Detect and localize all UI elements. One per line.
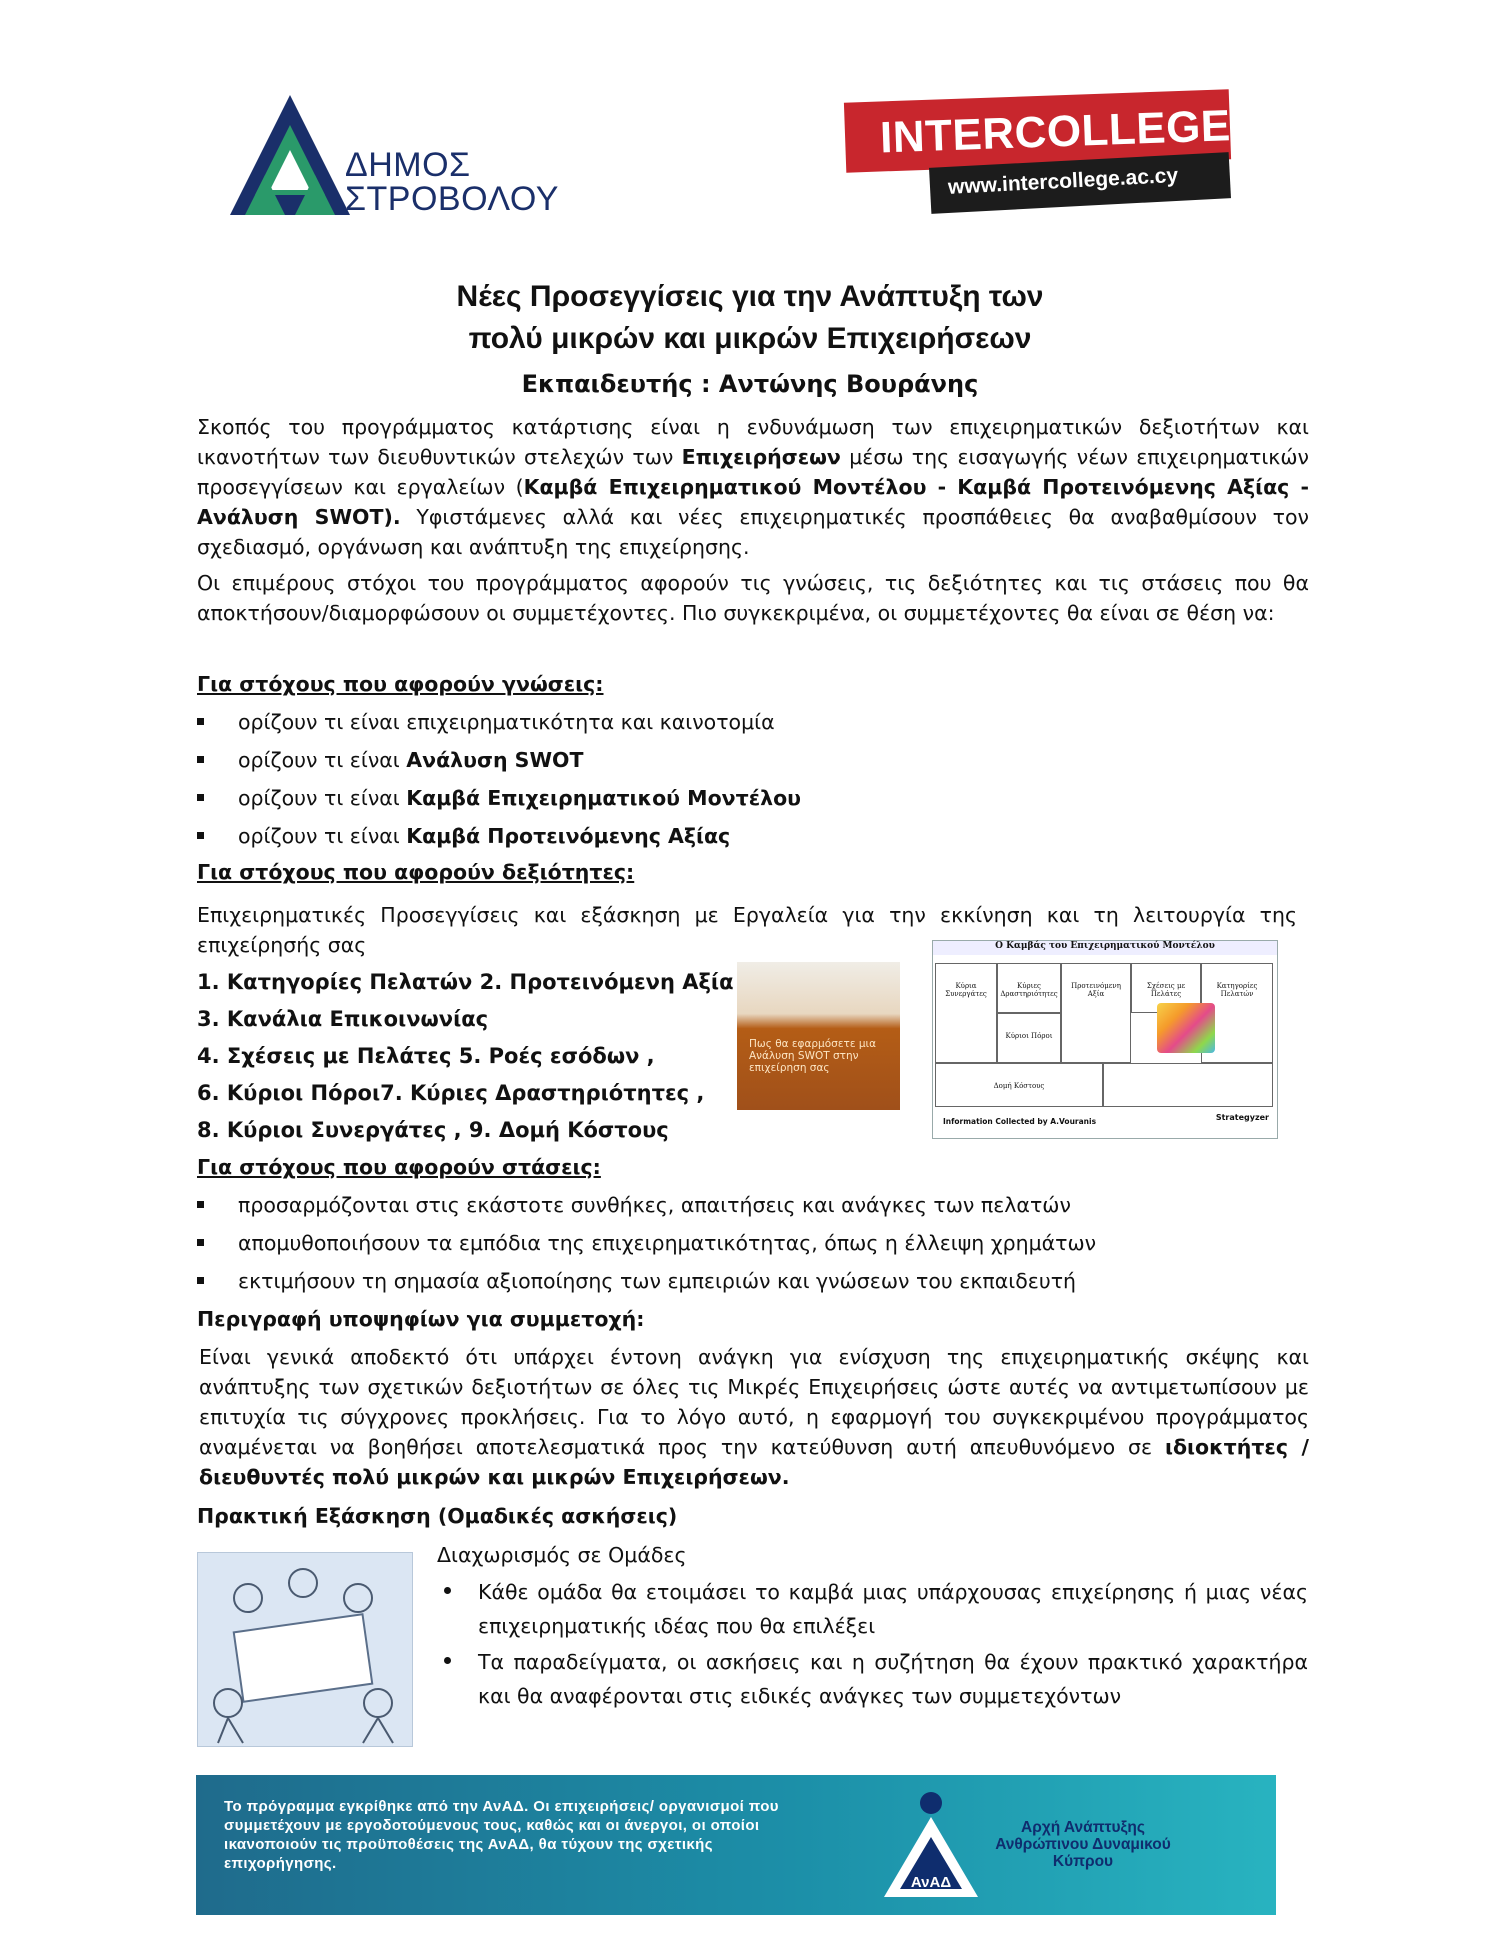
- candidates-text: Είναι γενικά αποδεκτό ότι υπάρχει έντονη ανάγκη για ενίσχυση της επιχειρηματικής σκέψης και ανάπτυξης των σχετικών δεξιοτήτων σε όλες τις Μικρές Επιχειρήσεις ώστε αυτές να αντιμετωπίσουν με επιτυχία τις σύγχρονες προκλήσεις. Για το λόγο αυτό, η εφαρμογή του συγκεκριμένου προγράμματος αναμένεται να βοηθήσει αποτελεσματικά προς την κατεύθυνση αυτή απευθυνόμενο σε: [199, 1345, 1309, 1459]
- attitudes-heading: Για στόχους που αφορούν στάσεις:: [197, 1155, 601, 1179]
- title-line1: Νέες Προσεγγίσεις για την Ανάπτυξη των: [456, 280, 1044, 313]
- knowledge-item: [197, 745, 583, 775]
- intercollege-url: www.intercollege.ac.cy: [947, 163, 1179, 199]
- square-bullet-icon: [197, 1201, 204, 1208]
- practice-item-text: Τα παραδείγματα, οι ασκήσεις και η συζήτηση θα έχουν πρακτικό χαρακτήρα και θα αναφέρονται στις ειδικές ανάγκες των συμμετεχόντων: [478, 1650, 1308, 1708]
- anad-logo-icon: [876, 1789, 986, 1909]
- intro-paragraph-2: Οι επιμέρους στόχοι του προγράμματος αφορούν τις γνώσεις, τις δεξιότητες και τις στάσεις που θα αποκτήσουν/διαμορφώσουν οι συμμετέχοντες. Πιο συγκεκριμένα, οι συμμετέχοντες θα είναι σε θέση να:: [197, 571, 1309, 625]
- skills-line: 4. Σχέσεις με Πελάτες 5. Ροές εσόδων ,: [197, 1044, 655, 1068]
- canvas-cell: Κύρια Συνεργάτες: [935, 963, 997, 1063]
- attitude-item-text: εκτιμήσουν τη σημασία αξιοποίησης των εμπειριών και γνώσεων του εκπαιδευτή: [238, 1269, 1077, 1293]
- canvas-cell: Σχέσεις με Πελάτες: [1131, 963, 1201, 1013]
- skills-intro: Επιχειρηματικές Προσεγγίσεις και εξάσκηση με Εργαλεία για την εκκίνηση και τη λειτουργία της επιχείρησής σας: [197, 903, 1297, 957]
- skills-line: 8. Κύριοι Συνεργάτες , 9. Δομή Κόστους: [197, 1118, 669, 1142]
- swot-book-cover-image: [737, 962, 900, 1110]
- intercollege-name: INTERCOLLEGE: [879, 101, 1232, 163]
- canvas-cell: [1103, 1063, 1273, 1107]
- intro-p1-d: Καμβά Επιχειρηματικού Μοντέλου - Καμβά Προτεινόμενης Αξίας - Ανάλυση SWOT).: [197, 475, 1309, 529]
- knowledge-item-text: ορίζουν τι είναι: [238, 824, 407, 848]
- canvas-cell: Κύριοι Πόροι: [997, 1013, 1061, 1063]
- practice-heading: Πρακτική Εξάσκηση (Ομαδικές ασκήσεις): [197, 1504, 678, 1528]
- canvas-footer: Information Collected by A.Vouranis: [943, 1117, 1097, 1126]
- knowledge-item: [197, 821, 730, 851]
- footer-text: Το πρόγραμμα εγκρίθηκε από την ΑνΑΔ. Οι επιχειρήσεις/ οργανισμοί που συμμετέχουν με εργοδοτούμενους τους, καθώς και οι άνεργοι, οι οποίοι ικανοποιούν τις προϋποθέσεις της ΑνΑΔ, θα τύχουν της σχετικής επιχορήγησης.: [224, 1798, 779, 1872]
- intro-p1-c: μέσω της εισαγωγής νέων επιχειρηματικών προσεγγίσεων και εργαλείων (: [197, 445, 1309, 499]
- dimos-line2: ΣΤΡΟΒΟΛΟΥ: [345, 180, 559, 218]
- knowledge-item-text: ορίζουν τι είναι: [238, 786, 407, 810]
- canvas-cell: Κατηγορίες Πελατών: [1201, 963, 1273, 1063]
- knowledge-item-bold: Ανάλυση SWOT: [406, 748, 584, 772]
- canvas-cell: Κύριες Δραστηριότητες: [997, 963, 1061, 1013]
- knowledge-item-text: ορίζουν τι είναι: [238, 748, 407, 772]
- attitude-item-text: προσαρμόζονται στις εκάστοτε συνθήκες, απαιτήσεις και ανάγκες των πελατών: [238, 1193, 1071, 1217]
- square-bullet-icon: [197, 794, 204, 801]
- round-bullet-icon: [444, 1587, 451, 1594]
- skills-line: 1. Κατηγορίες Πελατών 2. Προτεινόμενη Αξία: [197, 970, 734, 994]
- practice-item-text: Κάθε ομάδα θα ετοιμάσει το καμβά μιας υπάρχουσας επιχείρησης ή μιας νέας επιχειρηματικής ιδέας που θα επιλέξει: [478, 1580, 1308, 1638]
- knowledge-item-text: ορίζουν τι είναι επιχειρηματικότητα και καινοτομία: [238, 710, 775, 734]
- dimos-triangle-icon: [225, 90, 355, 225]
- skills-line: 6. Κύριοι Πόροι7. Κύριες Δραστηριότητες ,: [197, 1081, 705, 1105]
- trainer-name: Εκπαιδευτής : Αντώνης Βουράνης: [521, 370, 979, 398]
- attitude-item: [197, 1190, 1071, 1220]
- canvas-brand: Strategyzer: [1215, 1113, 1269, 1122]
- skills-heading: Για στόχους που αφορούν δεξιότητες:: [197, 860, 635, 884]
- candidates-paragraph: [199, 1342, 1309, 1492]
- attitude-item: [197, 1228, 1096, 1258]
- knowledge-item-bold: Καμβά Επιχειρηματικού Μοντέλου: [406, 786, 802, 810]
- team-workshop-image: [197, 1552, 413, 1747]
- intro-p1-b: Επιχειρήσεων: [681, 445, 841, 469]
- knowledge-item-bold: Καμβά Προτεινόμενης Αξίας: [406, 824, 731, 848]
- book-title: Πως θα εφαρμόσετε μια Ανάλυση SWOT στην επιχείρηση σας: [749, 1038, 876, 1074]
- team-sketch-icon: [198, 1553, 412, 1746]
- dimos-line1: ΔΗΜΟΣ: [345, 146, 471, 184]
- anad-name: Αρχή Ανάπτυξης Ανθρώπινου Δυναμικού Κύπρου: [995, 1819, 1171, 1870]
- square-bullet-icon: [197, 1239, 204, 1246]
- sticky-notes-cube-icon: [1157, 1003, 1215, 1053]
- square-bullet-icon: [197, 1277, 204, 1284]
- canvas-cell: Δομή Κόστους: [935, 1063, 1103, 1107]
- dimos-strovolou-logo: [225, 90, 565, 230]
- practice-item: [478, 1575, 1308, 1643]
- intro-paragraph-1: [197, 412, 1309, 562]
- title-line2: πολύ μικρών και μικρών Επιχειρήσεων: [468, 322, 1032, 355]
- square-bullet-icon: [197, 718, 204, 725]
- anad-abbr: ΑνΑΔ: [910, 1874, 952, 1891]
- footer-banner: [196, 1775, 1276, 1915]
- candidates-text-bold: ιδιοκτήτες /διευθυντές πολύ μικρών και μικρών Επιχειρήσεων.: [199, 1435, 1309, 1489]
- square-bullet-icon: [197, 832, 204, 839]
- intercollege-logo: [845, 88, 1230, 206]
- round-bullet-icon: [444, 1657, 451, 1664]
- skills-line: 3. Κανάλια Επικοινωνίας: [197, 1007, 489, 1031]
- practice-item: [478, 1645, 1308, 1713]
- knowledge-item: [197, 783, 801, 813]
- intro-p1-a: Σκοπός του προγράμματος κατάρτισης είναι η ενδυνάμωση των επιχειρηματικών δεξιοτήτων και ικανοτήτων των διευθυντικών στελεχών των: [197, 415, 1309, 469]
- attitude-item: [197, 1266, 1076, 1296]
- canvas-header: Ο Καμβάς του Επιχειρηματικού Μοντέλου: [933, 941, 1277, 955]
- practice-subheading: Διαχωρισμός σε Ομάδες: [437, 1543, 687, 1567]
- canvas-cell: Προτεινόμενη Αξία: [1061, 963, 1131, 1063]
- attitude-item-text: απομυθοποιήσουν τα εμπόδια της επιχειρηματικότητας, όπως η έλλειψη χρημάτων: [238, 1231, 1097, 1255]
- candidates-heading: Περιγραφή υποψηφίων για συμμετοχή:: [197, 1307, 645, 1331]
- intro-p1-e: Υφιστάμενες αλλά και νέες επιχειρηματικές προσπάθειες θα αναβαθμίσουν τον σχεδιασμό, οργάνωση και ανάπτυξη της επιχείρησης.: [197, 505, 1309, 559]
- dimos-logo-text: [345, 148, 559, 216]
- knowledge-heading: Για στόχους που αφορούν γνώσεις:: [197, 672, 604, 696]
- business-model-canvas-image: [932, 940, 1278, 1139]
- square-bullet-icon: [197, 756, 204, 763]
- knowledge-item: [197, 707, 775, 737]
